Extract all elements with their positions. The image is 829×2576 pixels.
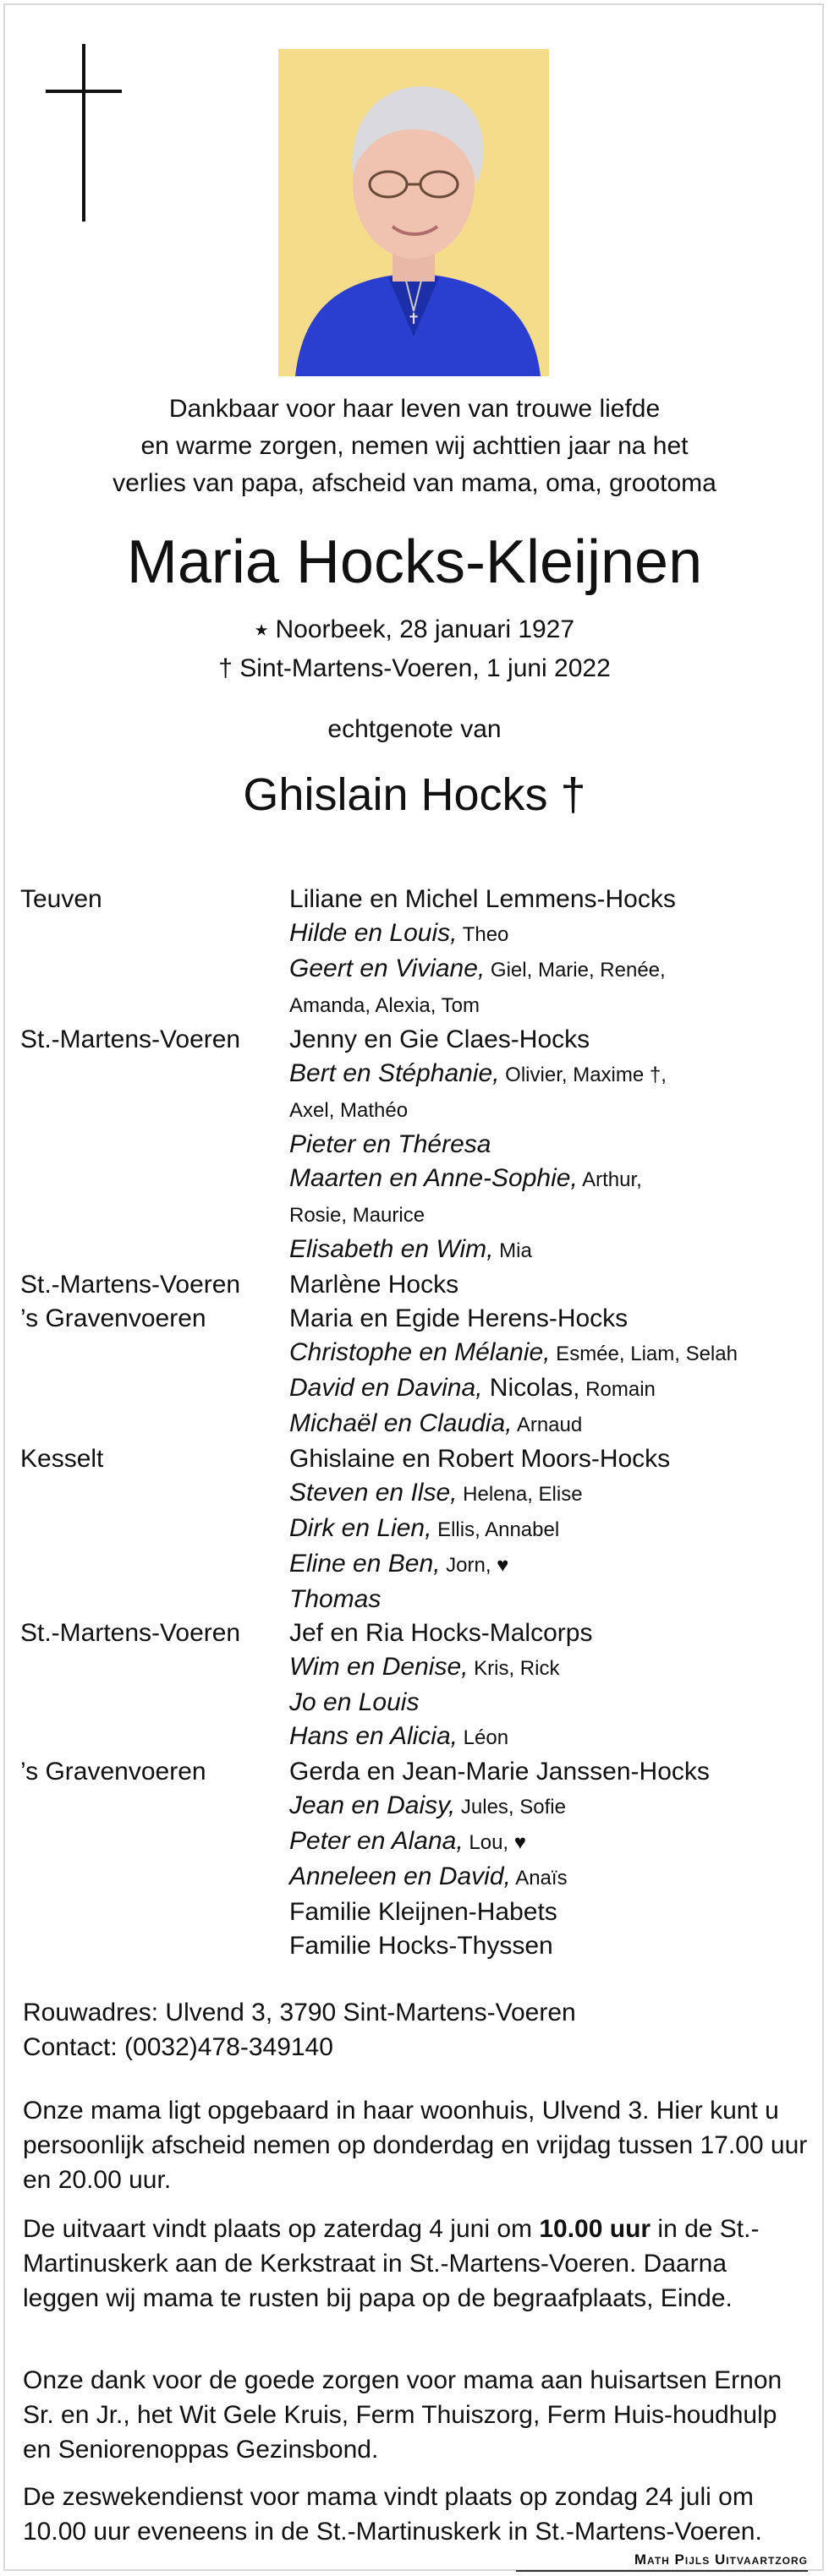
portrait-photo	[278, 49, 549, 376]
family-member-line: Rosie, Maurice	[289, 1204, 425, 1227]
family-members	[289, 883, 807, 1023]
family-member-line: Eline en Ben, Jorn, ♥	[289, 1550, 509, 1578]
family-group	[20, 883, 807, 1023]
family-members	[289, 1023, 807, 1268]
paragraph-memorial: De zeswekendienst voor mama vindt plaats op zondag 24 juli om 10.00 uur eveneens in de St.-Martinuskerk in St.-Martens-Voeren.	[23, 2483, 762, 2546]
family-members	[289, 1755, 807, 1895]
life-dates	[0, 610, 829, 688]
family-member-line: Maarten en Anne-Sophie, Arthur,	[289, 1164, 642, 1192]
family-member-line: Michaël en Claudia, Arnaud	[289, 1409, 583, 1437]
footer-rule	[516, 2570, 808, 2572]
family-member-line: Marlène Hocks	[289, 1271, 459, 1299]
funeral-home-credit: Math Pijls Uitvaartzorg	[634, 2551, 808, 2568]
family-member-line: Axel, Mathéo	[289, 1099, 409, 1122]
family-member-line: Amanda, Alexia, Tom	[289, 994, 480, 1017]
deceased-name: Maria Hocks-Kleijnen	[126, 528, 703, 596]
paragraph-funeral: De uitvaart vindt plaats op zaterdag 4 juni om 10.00 uur in de St.-Martinuskerk aan de Kerkstraat in St.-Martens-Voeren. Daarna leggen wij mama te rusten bij papa op de begraafplaats, Einde.	[23, 2215, 760, 2312]
intro-text: Dankbaar voor haar leven van trouwe liefde en warme zorgen, nemen wij achttien jaar na het verlies van papa, afscheid van mama, oma, grootoma	[113, 395, 716, 497]
death-line: † Sint-Martens-Voeren, 1 juni 2022	[218, 654, 611, 682]
family-member-line: Liliane en Michel Lemmens-Hocks	[289, 885, 676, 913]
family-member-line: David en Davina, Nicolas, Romain	[289, 1374, 656, 1402]
contact-info	[23, 1995, 576, 2065]
family-member-line: Ghislaine en Robert Moors-Hocks	[289, 1445, 671, 1473]
family-member-line: Elisabeth en Wim, Mia	[289, 1235, 532, 1263]
family-member-line: Jo en Louis	[289, 1688, 420, 1716]
family-member-line: Jenny en Gie Claes-Hocks	[289, 1025, 590, 1053]
family-member-line: Christophe en Mélanie, Esmée, Liam, Selah	[289, 1338, 738, 1366]
spouse-name: Ghislain Hocks †	[243, 769, 586, 820]
family-group	[20, 1755, 807, 1895]
family-member-line: Anneleen en David, Anaïs	[289, 1862, 568, 1890]
family-members	[289, 1616, 807, 1755]
family-name: Familie Hocks-Thyssen	[289, 1932, 553, 1960]
family-place: Teuven	[20, 885, 102, 913]
address: Rouwadres: Ulvend 3, 3790 Sint-Martens-Voeren	[23, 1999, 576, 2026]
family-member-line: Steven en Ilse, Helena, Elise	[289, 1479, 583, 1507]
spouse-label: echtgenote van	[327, 715, 502, 743]
family-members	[289, 1442, 807, 1616]
family-member-line: Geert en Viviane, Giel, Marie, Renée,	[289, 954, 666, 982]
family-list	[20, 883, 807, 1963]
family-member-line: Dirk en Lien, Ellis, Annabel	[289, 1514, 560, 1542]
family-place: St.-Martens-Voeren	[20, 1271, 241, 1299]
paragraph-viewing: Onze mama ligt opgebaard in haar woonhuis, Ulvend 3. Hier kunt u persoonlijk afscheid nemen op donderdag en vrijdag tussen 17.00 uur en 20.00 uur.	[23, 2097, 808, 2194]
family-member-line: Thomas	[289, 1585, 382, 1613]
svg-text:✝: ✝	[407, 310, 420, 327]
family-group	[20, 1616, 807, 1755]
family-place: ’s Gravenvoeren	[20, 1758, 206, 1786]
family-member-line: Wim en Denise, Kris, Rick	[289, 1653, 560, 1681]
family-member-line: Peter en Alana, Lou, ♥	[289, 1827, 526, 1855]
family-member-line: Hans en Alicia, Léon	[289, 1722, 509, 1750]
family-name: Familie Kleijnen-Habets	[289, 1898, 557, 1926]
paragraph-thanks: Onze dank voor de goede zorgen voor mama aan huisartsen Ernon Sr. en Jr., het Wit Gele Kruis, Ferm Thuiszorg, Ferm Huis-houdhulp en Seniorenoppas Gezinsbond.	[23, 2366, 782, 2464]
family-member-line: Gerda en Jean-Marie Janssen-Hocks	[289, 1758, 710, 1786]
family-member-line: Hilde en Louis, Theo	[289, 919, 509, 947]
cross-icon	[46, 44, 122, 222]
family-member-line: Jef en Ria Hocks-Malcorps	[289, 1619, 593, 1647]
family-place: St.-Martens-Voeren	[20, 1025, 241, 1053]
family-members	[289, 1302, 807, 1442]
birth-line: ⭑ Noorbeek, 28 januari 1927	[254, 615, 575, 643]
family-members	[289, 1268, 807, 1302]
family-member-line: Maria en Egide Herens-Hocks	[289, 1304, 629, 1332]
family-group	[20, 1268, 807, 1302]
family-member-line: Pieter en Théresa	[289, 1130, 491, 1158]
family-group	[20, 1442, 807, 1616]
phone: Contact: (0032)478-349140	[23, 2033, 333, 2061]
family-place: Kesselt	[20, 1445, 104, 1473]
family-group	[20, 1302, 807, 1442]
family-place: ’s Gravenvoeren	[20, 1304, 206, 1332]
family-member-line: Jean en Daisy, Jules, Sofie	[289, 1791, 566, 1819]
family-member-line: Bert en Stéphanie, Olivier, Maxime †,	[289, 1059, 667, 1087]
extended-families	[20, 1895, 807, 1963]
family-place: St.-Martens-Voeren	[20, 1619, 241, 1647]
family-group	[20, 1023, 807, 1268]
